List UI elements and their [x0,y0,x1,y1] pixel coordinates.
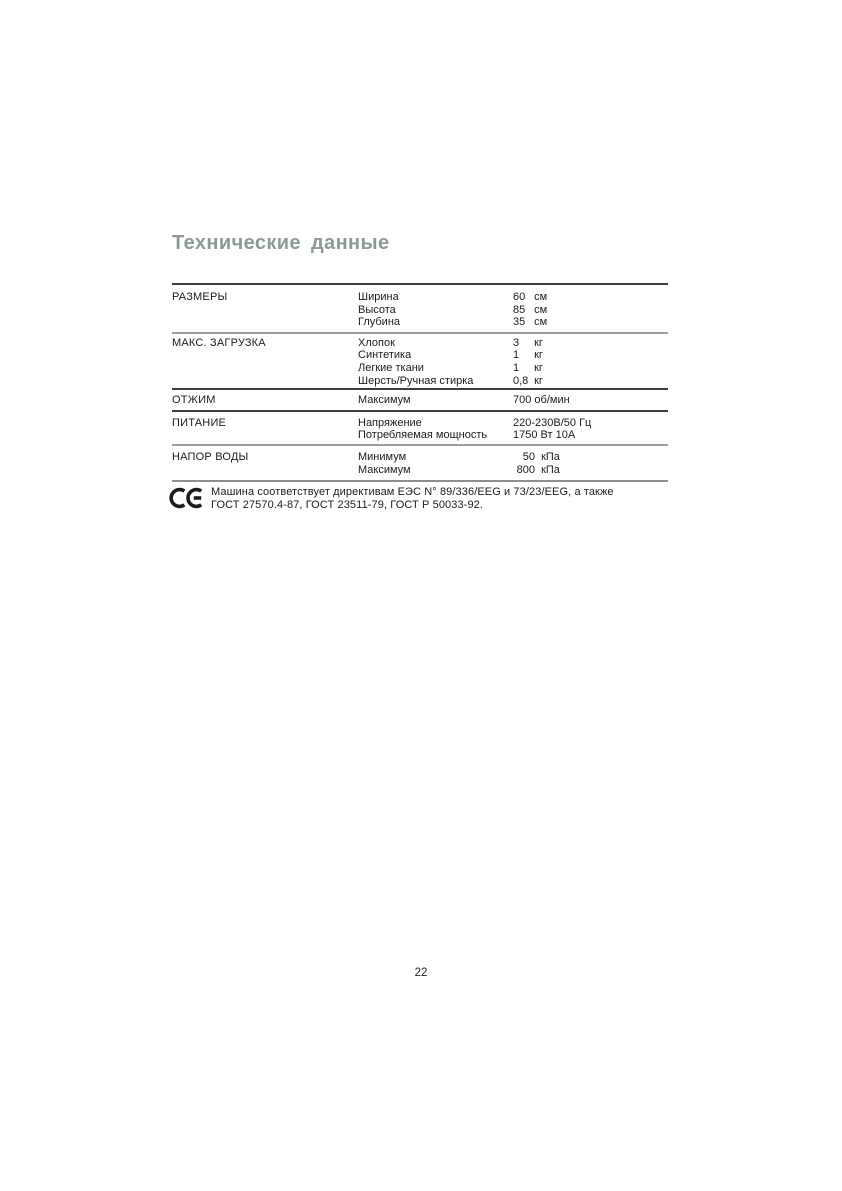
spec-section [172,388,668,410]
spec-attribute-name: Ширина [358,291,399,303]
spec-value [513,464,560,477]
spec-attribute-name: Напряжение [358,416,422,429]
spec-row [358,362,668,375]
compliance-note [169,486,614,514]
spec-section-label: НАПОР ВОДЫ [172,450,249,463]
spec-attribute-name: Хлопок [358,336,395,349]
spec-row [358,464,668,477]
spec-row [358,291,668,304]
spec-value [513,417,591,430]
spec-row [358,316,668,329]
spec-value-number: 800 [516,463,535,476]
spec-value [513,316,547,329]
spec-row [358,417,668,430]
spec-row [358,337,668,350]
compliance-text [211,486,614,512]
spec-section-label: МАКС. ЗАГРУЗКА [172,336,266,349]
spec-section [172,444,668,480]
spec-rows [358,451,668,476]
spec-section [172,283,668,332]
spec-value-unit: кг [534,336,543,349]
spec-attribute-name: Максимум [358,394,411,407]
spec-attribute-name: Легкие ткани [358,361,424,374]
page-title: Технические данные [172,232,390,254]
spec-value-number: 220-230В/50 [513,416,576,429]
spec-row [358,375,668,388]
spec-value [513,394,570,407]
spec-value-number: 60 [513,291,526,303]
spec-row [358,394,668,407]
spec-attribute-name: Максимум [358,463,411,476]
spec-value-unit: см [534,303,548,316]
spec-value-unit: кПа [541,463,560,476]
spec-value-unit: см [534,316,548,329]
spec-value-number: 1750 [513,429,538,442]
spec-value-number: 0,8 [513,374,529,387]
spec-value-unit: см [534,291,548,303]
spec-value-unit: кг [534,374,543,387]
spec-rows [358,337,668,387]
spec-section [172,332,668,388]
spec-section-label: РАЗМЕРЫ [172,291,228,303]
spec-value-number: 1 [513,349,520,362]
spec-value-number: 85 [513,303,526,316]
spec-row [358,304,668,317]
spec-value [513,337,543,350]
technical-data-table [172,283,668,482]
spec-value-unit: кг [534,349,543,362]
ce-mark-icon [169,487,203,514]
spec-row [358,349,668,362]
spec-rows [358,394,668,407]
spec-value-number: 3 [513,336,520,349]
spec-attribute-name: Глубина [358,316,401,329]
spec-value-unit: об/мин [534,394,570,407]
spec-attribute-name: Минимум [358,450,407,463]
spec-attribute-name: Шерсть/Ручная стирка [358,374,474,387]
spec-section [172,410,668,444]
spec-value [513,429,575,442]
compliance-line: Машина соответствует директивам ЕЭС N° 89/336/EEG и 73/23/EEG, а также [211,486,614,498]
spec-rows [358,417,668,442]
spec-value-unit: Гц [579,416,592,429]
spec-value [513,451,560,464]
spec-attribute-name: Синтетика [358,349,412,362]
spec-value-number: 50 [522,450,535,463]
spec-value-unit: кПа [541,450,560,463]
page-number: 22 [414,967,428,979]
spec-value-number: 35 [513,316,526,329]
spec-value [513,362,543,375]
spec-row [358,451,668,464]
spec-rows [358,291,668,329]
spec-value [513,375,543,388]
spec-row [358,429,668,442]
spec-section-label: ПИТАНИЕ [172,416,227,429]
spec-value [513,304,547,317]
spec-value [513,349,543,362]
spec-value-number: 1 [513,361,520,374]
spec-value-unit: Вт 10А [540,429,576,442]
spec-value [513,291,547,304]
spec-section-label: ОТЖИМ [172,394,216,407]
spec-attribute-name: Высота [358,303,396,316]
spec-value-unit: кг [534,361,543,374]
compliance-line: ГОСТ 27570.4-87, ГОСТ 23511-79, ГОСТ Р 50033-92. [211,499,484,511]
spec-value-number: 700 [513,394,532,407]
spec-attribute-name: Потребляемая мощность [358,429,488,442]
